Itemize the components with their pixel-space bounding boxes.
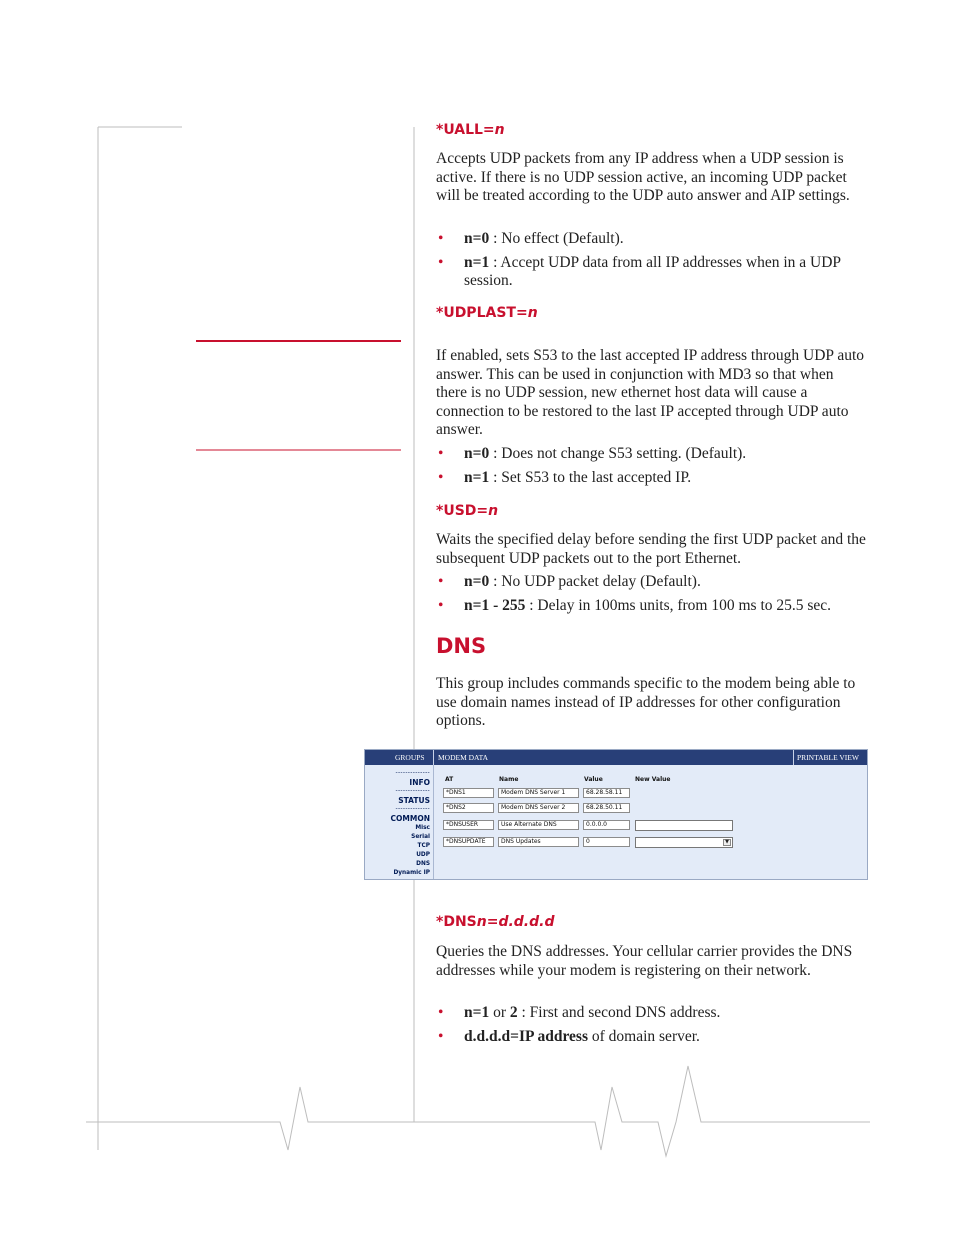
- table-cell-name: DNS Updates: [498, 837, 579, 847]
- table-cell-at: *DNSUPDATE: [443, 837, 494, 847]
- usd-options: [436, 573, 868, 620]
- groups-label: GROUPS: [395, 753, 425, 762]
- list-item: • n=1 : Accept UDP data from all IP addresses when in a UDP session.: [438, 253, 841, 290]
- dnsuser-new-value-input[interactable]: [635, 820, 733, 831]
- sidebar-divider: --------------: [395, 787, 430, 794]
- dnsn-options: [436, 1004, 868, 1051]
- udplast-options: [436, 445, 868, 492]
- sidebar-item-udp[interactable]: UDP: [416, 852, 430, 858]
- panel-title-bar: [365, 750, 867, 765]
- table-cell-value: 0.0.0.0: [583, 820, 630, 830]
- dns-section-heading: DNS: [436, 634, 487, 658]
- list-item: • d.d.d.d=IP address of domain server.: [438, 1027, 700, 1045]
- sidebar-divider: --------------: [395, 805, 430, 812]
- dnsupdate-new-value-select[interactable]: [635, 837, 733, 848]
- panel-sidebar: [365, 765, 434, 879]
- table-cell-value: 0: [583, 837, 630, 847]
- modem-data-label: MODEM DATA: [438, 753, 489, 762]
- table-cell-at: *DNS1: [443, 788, 494, 798]
- table-cell-name: Use Alternate DNS: [498, 820, 579, 830]
- table-cell-value: 68.28.58.11: [583, 788, 630, 798]
- usd-description: Waits the specified delay before sending the first UDP packet and the subsequent UDP packets out to the port Ethernet.: [436, 531, 866, 567]
- table-cell-name: Modem DNS Server 1: [498, 788, 579, 798]
- sidebar-divider: --------------: [395, 769, 430, 776]
- sidebar-item-common[interactable]: COMMON: [390, 814, 430, 823]
- dnsn-description: Queries the DNS addresses. Your cellular carrier provides the DNS addresses while your modem is registering on their network.: [436, 943, 853, 979]
- sidebar-item-info[interactable]: INFO: [409, 778, 430, 787]
- printable-view-link[interactable]: PRINTABLE VIEW: [797, 753, 859, 762]
- table-cell-at: *DNS2: [443, 803, 494, 813]
- sidebar-item-tcp[interactable]: TCP: [417, 843, 430, 849]
- sidebar-item-misc[interactable]: Misc: [415, 825, 430, 831]
- list-item: • n=1 - 255 : Delay in 100ms units, from 100 ms to 25.5 sec.: [438, 596, 832, 614]
- chevron-down-icon[interactable]: ▼: [723, 839, 731, 846]
- list-item: • n=1 : Set S53 to the last accepted IP.: [438, 468, 692, 486]
- modem-data-screenshot: [364, 749, 868, 880]
- column-header-new-value: New Value: [635, 776, 671, 783]
- usd-heading: *USD=n: [436, 503, 499, 519]
- udplast-heading: *UDPLAST=n: [436, 305, 538, 321]
- list-item: • n=1 or 2 : First and second DNS address.: [438, 1004, 721, 1021]
- uall-options: [436, 230, 868, 296]
- list-item: • n=0 : No effect (Default).: [438, 230, 624, 247]
- dns-section-description: This group includes commands specific to the modem being able to use domain names instead of IP addresses for other configuration options.: [436, 675, 856, 730]
- sidebar-item-serial[interactable]: Serial: [411, 834, 430, 840]
- list-item: • n=0 : No UDP packet delay (Default).: [438, 573, 701, 590]
- table-cell-value: 68.28.50.11: [583, 803, 630, 813]
- column-header-value: Value: [584, 776, 603, 783]
- list-item: • n=0 : Does not change S53 setting. (Default).: [438, 445, 747, 462]
- sidebar-item-status[interactable]: STATUS: [398, 796, 430, 805]
- dnsn-heading: *DNSn=d.d.d.d: [436, 914, 555, 930]
- table-cell-name: Modem DNS Server 2: [498, 803, 579, 813]
- column-header-name: Name: [499, 776, 519, 783]
- sidebar-item-dns[interactable]: DNS: [416, 861, 430, 867]
- udplast-description: If enabled, sets S53 to the last accepted IP address through UDP auto answer. This can be used in conjunction with MD3 so that when there is no UDP session, new ethernet host data will cause a connection to be restored to the last IP accepted through UDP auto answer.: [436, 347, 865, 439]
- uall-description: Accepts UDP packets from any IP address when a UDP session is active. If there is no UDP session active, an incoming UDP packet will be treated according to the UDP auto answer and AIP settings.: [436, 150, 850, 205]
- sidebar-item-dynamic-ip[interactable]: Dynamic IP: [393, 870, 430, 876]
- uall-heading: *UALL=n: [436, 122, 505, 138]
- column-header-at: AT: [445, 776, 454, 783]
- table-cell-at: *DNSUSER: [443, 820, 494, 830]
